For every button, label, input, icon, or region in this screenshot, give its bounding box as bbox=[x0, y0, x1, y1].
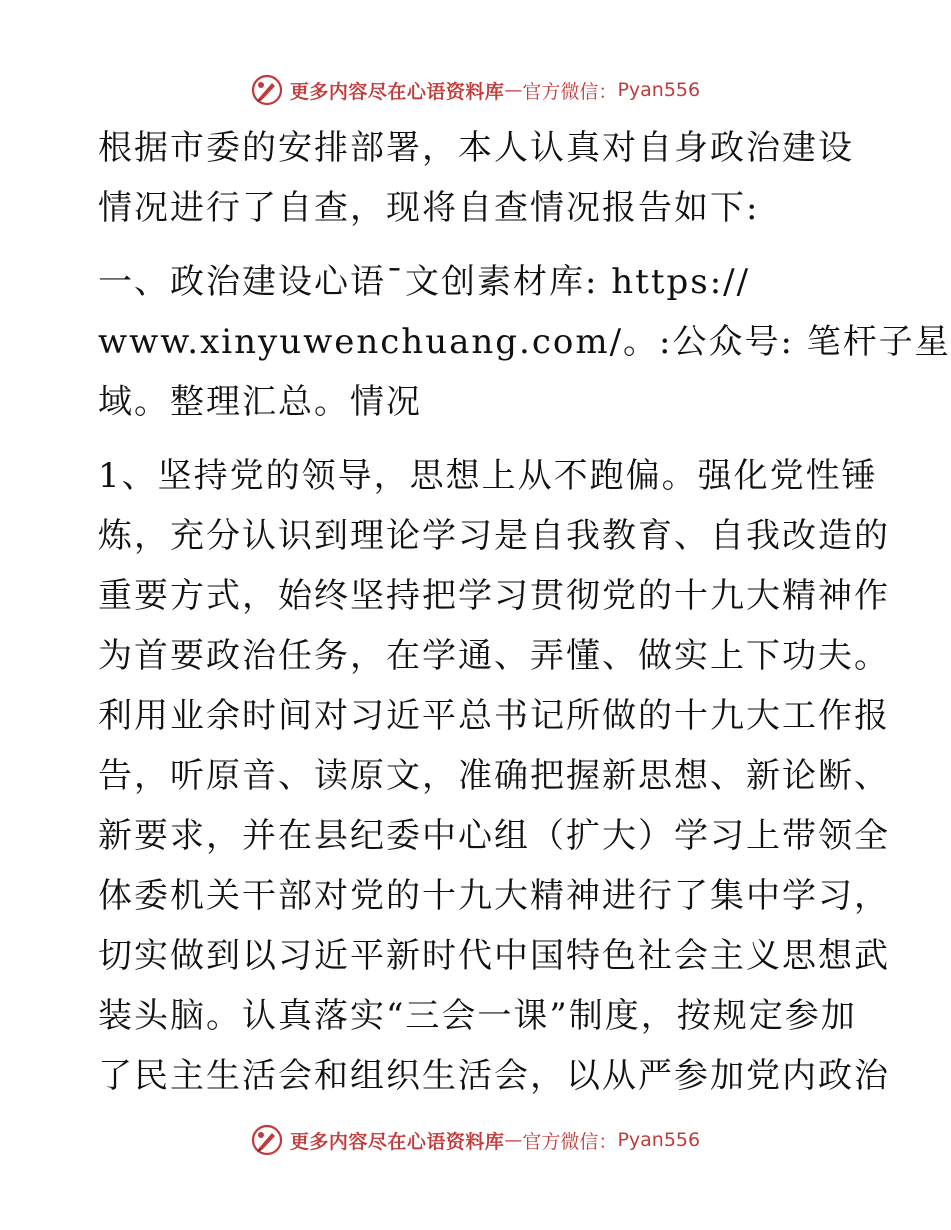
paragraph-line: 了民主生活会和组织生活会，以从严参加党内政治 bbox=[98, 1056, 890, 1096]
footer-banner bbox=[0, 1120, 950, 1160]
paragraph-line: 体委机关干部对党的十九大精神进行了集中学习， bbox=[98, 876, 890, 916]
banner-dash: — bbox=[504, 1129, 523, 1151]
heading-line: 域。整理汇总。情况 bbox=[98, 382, 422, 422]
banner-dash: — bbox=[504, 79, 523, 101]
heading-line: www.xinyuwenchuang.com/。:公众号: 笔杆子星 bbox=[98, 322, 951, 362]
banner-site-name: 更多内容尽在心语资料库 bbox=[289, 80, 505, 103]
pen-logo-icon bbox=[250, 1123, 284, 1157]
banner-site-name: 更多内容尽在心语资料库 bbox=[289, 1130, 505, 1153]
paragraph-line: 1、坚持党的领导，思想上从不跑偏。强化党性锤 bbox=[98, 456, 878, 496]
intro-line: 情况进行了自查，现将自查情况报告如下: bbox=[98, 188, 760, 228]
paragraph-line: 炼，充分认识到理论学习是自我教育、自我改造的 bbox=[98, 516, 890, 556]
paragraph-line: 切实做到以习近平新时代中国特色社会主义思想武 bbox=[98, 936, 890, 976]
banner-wechat-label: 官方微信： bbox=[522, 80, 618, 103]
paragraph-line: 利用业余时间对习近平总书记所做的十九大工作报 bbox=[98, 696, 890, 736]
paragraph-line: 重要方式，始终坚持把学习贯彻党的十九大精神作 bbox=[98, 576, 890, 616]
banner-wechat-id: Pyan556 bbox=[617, 1129, 701, 1151]
section-heading bbox=[98, 252, 951, 432]
paragraph-line: 装头脑。认真落实“三会一课”制度，按规定参加 bbox=[98, 996, 857, 1036]
intro-line: 根据市委的安排部署，本人认真对自身政治建设 bbox=[98, 128, 854, 168]
paragraph-line: 告，听原音、读原文，准确把握新思想、新论断、 bbox=[98, 756, 890, 796]
banner-wechat-id: Pyan556 bbox=[617, 79, 701, 101]
body-paragraph bbox=[98, 446, 890, 1106]
header-banner bbox=[0, 70, 950, 110]
banner-wechat-label: 官方微信： bbox=[522, 1130, 618, 1153]
document-body bbox=[98, 118, 951, 1106]
pen-logo-icon bbox=[250, 73, 284, 107]
paragraph-line: 为首要政治任务，在学通、弄懂、做实上下功夫。 bbox=[98, 636, 890, 676]
intro-paragraph bbox=[98, 118, 858, 238]
paragraph-line: 新要求，并在县纪委中心组（扩大）学习上带领全 bbox=[98, 816, 890, 856]
heading-line: 一、政治建设心语¯文创素材库: https:// bbox=[98, 262, 751, 302]
